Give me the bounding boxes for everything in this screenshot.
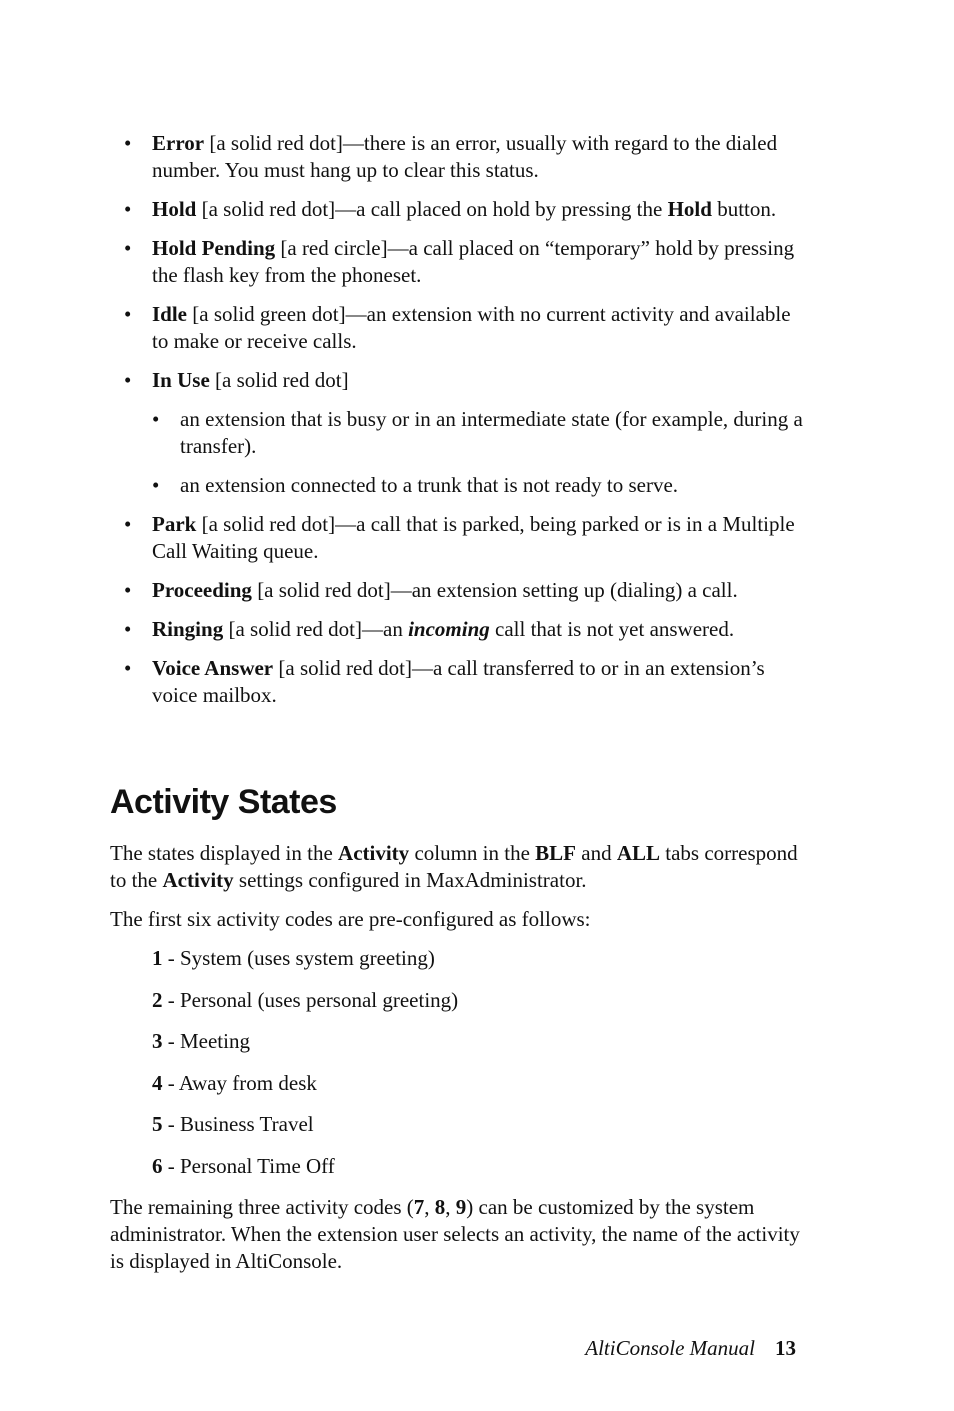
closing-paragraph: [110, 1194, 810, 1275]
section-heading: Activity States: [110, 783, 337, 821]
intro-text: tabs correspond to the: [110, 841, 798, 892]
activity-states-section: [110, 840, 810, 1287]
intro-paragraph: [110, 840, 810, 894]
closing-separator: ,: [445, 1195, 456, 1219]
code-label: - Meeting: [162, 1029, 250, 1053]
list-item: [110, 367, 810, 499]
intro-text: The states displayed in the: [110, 841, 339, 865]
activity-code-item: [152, 1153, 810, 1180]
emphasis-text: incoming: [408, 617, 490, 641]
closing-bold: 8: [434, 1195, 446, 1219]
status-term-inline: Hold: [667, 197, 712, 221]
activity-code-item: [152, 1111, 810, 1138]
status-term: Error: [152, 131, 205, 155]
status-term: Hold: [152, 197, 197, 221]
list-item: [110, 196, 810, 223]
code-number: 5: [152, 1112, 163, 1136]
intro-bold: Activity: [338, 841, 410, 865]
code-number: 4: [152, 1070, 163, 1095]
code-label: - System (uses system greeting): [162, 946, 435, 970]
status-description: [a solid red dot]: [209, 368, 349, 392]
intro-bold: BLF: [535, 841, 577, 865]
code-number: 2: [152, 987, 163, 1012]
manual-title: AltiConsole Manual: [585, 1336, 755, 1360]
activity-code-item: [152, 1070, 810, 1097]
list-item: [110, 511, 810, 565]
status-term: Voice Answer: [152, 656, 274, 680]
list-item: [110, 301, 810, 355]
status-description: [a solid red dot]—there is an error, usually with regard to the dialed number. You must hang up to clear this status.: [152, 131, 778, 182]
status-term: Park: [152, 512, 197, 536]
code-label: - Away from desk: [162, 1070, 317, 1095]
activity-code-item: [152, 987, 810, 1014]
status-list: [110, 130, 810, 721]
status-description: [a solid red dot]—an extension setting up (dialing) a call.: [251, 578, 738, 602]
list-item: [110, 235, 810, 289]
list-item: [110, 130, 810, 184]
status-description: [a solid red dot]—an: [223, 617, 409, 641]
status-description: [a solid green dot]—an extension with no current activity and available to make or receive calls.: [152, 302, 791, 353]
status-description-end: call that is not yet answered.: [489, 617, 735, 641]
closing-separator: ,: [424, 1195, 435, 1219]
status-term: Idle: [152, 302, 188, 326]
lead-paragraph: The first six activity codes are pre-configured as follows:: [110, 907, 591, 931]
code-number: 1: [152, 946, 163, 970]
closing-bold: 9: [455, 1195, 467, 1219]
status-term: Ringing: [152, 617, 224, 641]
code-number: 3: [152, 1029, 163, 1053]
status-description: [a red circle]—a call placed on “temporary” hold by pressing the flash key from the phoneset.: [152, 236, 795, 287]
status-description: [a solid red dot]—a call transferred to or in an extension’s voice mailbox.: [152, 656, 765, 707]
activity-code-item: [152, 1028, 810, 1055]
status-term: Hold Pending: [152, 236, 276, 260]
status-term: In Use: [152, 368, 210, 392]
sub-list-item: • an extension connected to a trunk that is not ready to serve.: [152, 472, 810, 499]
code-label: - Business Travel: [162, 1112, 314, 1136]
activity-code-list: [110, 945, 810, 1180]
code-number: 6: [152, 1153, 163, 1178]
intro-text: and: [576, 841, 617, 865]
code-label: - Personal (uses personal greeting): [162, 987, 459, 1012]
closing-text: The remaining three activity codes (: [110, 1195, 414, 1219]
activity-code-item: [152, 945, 810, 972]
status-description: [a solid red dot]—a call placed on hold by pressing the: [196, 197, 668, 221]
closing-text: ) can be customized by the system administrator. When the extension user selects an activity, the name of the activity is displayed in AltiConsole.: [110, 1195, 800, 1273]
in-use-sublist: [152, 406, 810, 499]
intro-text: column in the: [409, 841, 536, 865]
intro-bold: Activity: [162, 868, 234, 892]
list-item: [110, 616, 810, 643]
list-item: [110, 655, 810, 709]
sub-list-item: • an extension that is busy or in an intermediate state (for example, during a transfer).: [152, 406, 810, 460]
list-item: [110, 577, 810, 604]
status-term: Proceeding: [152, 578, 252, 602]
intro-bold: ALL: [616, 841, 661, 865]
closing-bold: 7: [413, 1195, 425, 1219]
page-footer: [585, 1335, 796, 1362]
code-label: - Personal Time Off: [162, 1153, 335, 1178]
status-description-end: button.: [711, 197, 777, 221]
intro-text: settings configured in MaxAdministrator.: [233, 868, 587, 892]
status-description: [a solid red dot]—a call that is parked, being parked or is in a Multiple Call Waiting queue.: [152, 512, 795, 563]
page-number: 13: [775, 1336, 796, 1360]
